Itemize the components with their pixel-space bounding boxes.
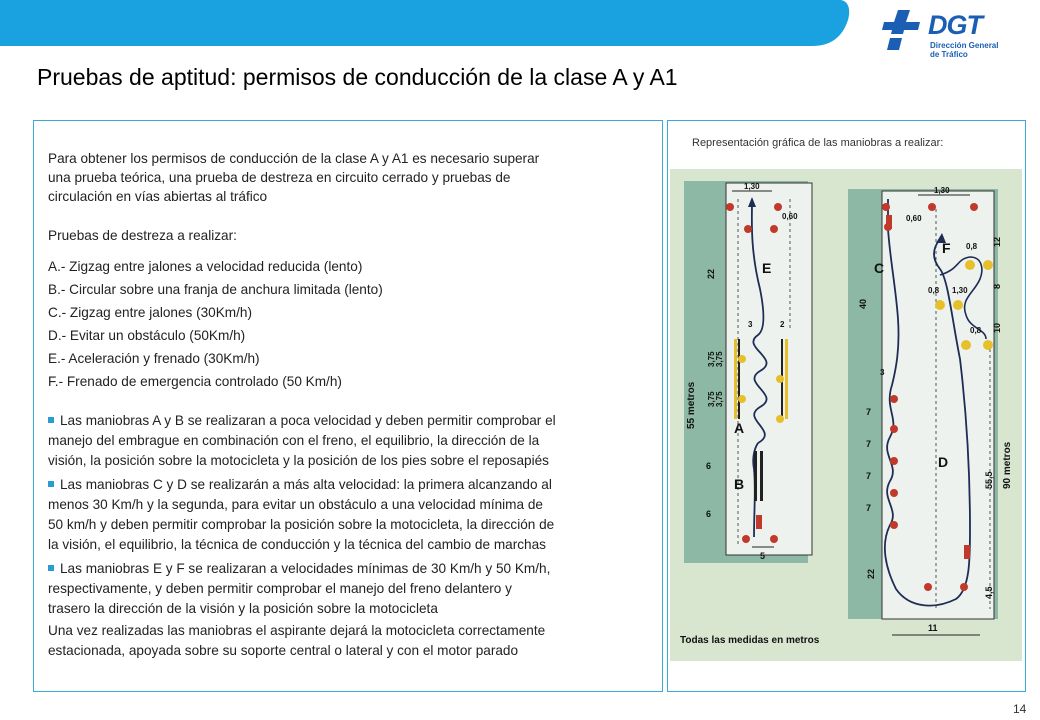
page-title: Pruebas de aptitud: permisos de conducción de la clase A y A1: [37, 64, 678, 90]
bullet-square-icon: [48, 481, 54, 487]
diagram-dim-12: 12: [992, 236, 1002, 247]
diagram-dim-555: 55,5: [984, 471, 994, 489]
diagram-dim-130-right: 1,30: [934, 186, 950, 195]
diagram-dim-7-d: 7: [866, 503, 872, 513]
diagram-dim-08-a: 0,8: [966, 242, 978, 251]
closing-paragraph: [48, 621, 648, 661]
diagram-dim-6-a: 6: [706, 461, 712, 471]
bullet-line: visión, la posición sobre la motocicleta y la posición de los pies sobre el reposapiés: [48, 453, 549, 468]
bullet-line: Las maniobras C y D se realizarán a más alta velocidad: la primera alcanzando al: [60, 477, 552, 492]
intro-line: circulación en vías abiertas al tráfico: [48, 189, 268, 204]
bullet-line: menos 30 Km/h y la segunda, para evitar un obstáculo a una velocidad mínima de: [48, 497, 543, 512]
closing-line: estacionada, apoyada sobre su soporte central o lateral y con el motor parado: [48, 643, 519, 658]
bullet-line: respectivamente, y deben permitir comprobar el manejo del freno delantero y: [48, 581, 512, 596]
pruebas-heading: Pruebas de destreza a realizar:: [48, 228, 237, 243]
diagram-label-e: E: [762, 260, 772, 276]
diagram-dim-375-c: 3,75: [707, 391, 716, 407]
bullet-line: Las maniobras E y F se realizaran a velocidades mínimas de 30 Km/h y 50 Km/h,: [60, 561, 551, 576]
bullet-line: trasero la dirección de la visión y la posición sobre la motocicleta: [48, 601, 438, 616]
dgt-logo: [880, 6, 1020, 62]
diagram-footer: Todas las medidas en metros: [680, 635, 820, 646]
diagram-dim-08-b: 0,8: [928, 286, 940, 295]
prueba-item-d: D.- Evitar un obstáculo (50Km/h): [48, 328, 246, 343]
diagram-dim-22-left: 22: [706, 268, 716, 279]
diagram-dim-10: 10: [992, 322, 1002, 333]
diagram-dim-45: 4,5: [984, 586, 994, 599]
bullet-line: manejo del embrague en combinación con el freno, el equilibrio, la dirección de la: [48, 433, 540, 448]
diagram-dim-130-left: 1,30: [744, 182, 760, 191]
diagram-dim-6-b: 6: [706, 509, 712, 519]
diagram-dim-8: 8: [992, 283, 1002, 289]
diagram-dim-55-metros: 55 metros: [686, 381, 697, 429]
diagram-dim-22-right: 22: [866, 568, 876, 579]
closing-line: Una vez realizadas las maniobras el aspirante dejará la motocicleta correctamente: [48, 623, 546, 638]
diagram-dim-375-b: 3,75: [715, 351, 724, 367]
bullet-line: 50 km/h y deben permitir comprobar la posición sobre la motocicleta, la dirección de: [48, 517, 555, 532]
diagram-dim-7-a: 7: [866, 407, 872, 417]
diagram-dim-7-c: 7: [866, 471, 872, 481]
diagram-dim-08-c: 0,8: [970, 326, 982, 335]
intro-line: una prueba teórica, una prueba de destreza en circuito cerrado y pruebas de: [48, 170, 511, 185]
diagram-dim-11: 11: [928, 623, 938, 633]
prueba-item-b: B.- Circular sobre una franja de anchura limitada (lento): [48, 282, 383, 297]
diagram-dim-375-a: 3,75: [707, 351, 716, 367]
intro-line: Para obtener los permisos de conducción de la clase A y A1 es necesario superar: [48, 151, 540, 166]
diagram-label-c: C: [874, 260, 885, 276]
intro-paragraph: [48, 149, 648, 206]
logo-subtitle-2: de Tráfico: [930, 50, 968, 59]
diagram-dim-5: 5: [760, 551, 766, 561]
diagram-label-a: A: [734, 420, 745, 436]
dgt-cross-icon: [880, 6, 930, 56]
diagram-dim-375-d: 3,75: [715, 391, 724, 407]
diagram-panel: [667, 120, 1026, 692]
prueba-item-a: A.- Zigzag entre jalones a velocidad reducida (lento): [48, 259, 363, 274]
pruebas-list: [48, 255, 648, 393]
prueba-item-f: F.- Frenado de emergencia controlado (50 Km/h): [48, 374, 342, 389]
bullet-line: Las maniobras A y B se realizaran a poca velocidad y deben permitir comprobar el: [60, 413, 556, 428]
maneuvers-diagram: [670, 169, 1022, 661]
logo-text: DGT: [928, 10, 982, 40]
diagram-dim-060-right: 0,60: [906, 214, 922, 223]
diagram-dim-40: 40: [858, 298, 868, 309]
diagram-dim-90-metros: 90 metros: [1002, 441, 1013, 489]
bullet-line: la visión, el equilibrio, la técnica de conducción y la técnica del cambio de marchas: [48, 537, 546, 552]
diagram-dim-130-f: 1,30: [952, 286, 968, 295]
prueba-item-c: C.- Zigzag entre jalones (30Km/h): [48, 305, 252, 320]
bullet-maniobras-ab: [48, 411, 648, 471]
bullet-square-icon: [48, 417, 54, 423]
diagram-dim-7-b: 7: [866, 439, 872, 449]
bullet-maniobras-ef: [48, 559, 648, 619]
page-number: 14: [1013, 702, 1027, 716]
diagram-dim-3-right: 3: [880, 368, 885, 377]
diagram-dim-3-left: 3: [748, 320, 753, 329]
diagram-label-d: D: [938, 454, 949, 470]
bullet-maniobras-cd: [48, 475, 648, 555]
diagram-caption: Representación gráfica de las maniobras a realizar:: [692, 137, 944, 149]
diagram-dim-060-left: 0,60: [782, 212, 798, 221]
diagram-label-f: F: [942, 240, 951, 256]
text-panel: [33, 120, 663, 692]
diagram-label-b: B: [734, 476, 745, 492]
logo-subtitle-1: Dirección General: [930, 41, 999, 50]
diagram-dim-2: 2: [780, 320, 785, 329]
prueba-item-e: E.- Aceleración y frenado (30Km/h): [48, 351, 260, 366]
bullet-square-icon: [48, 565, 54, 571]
